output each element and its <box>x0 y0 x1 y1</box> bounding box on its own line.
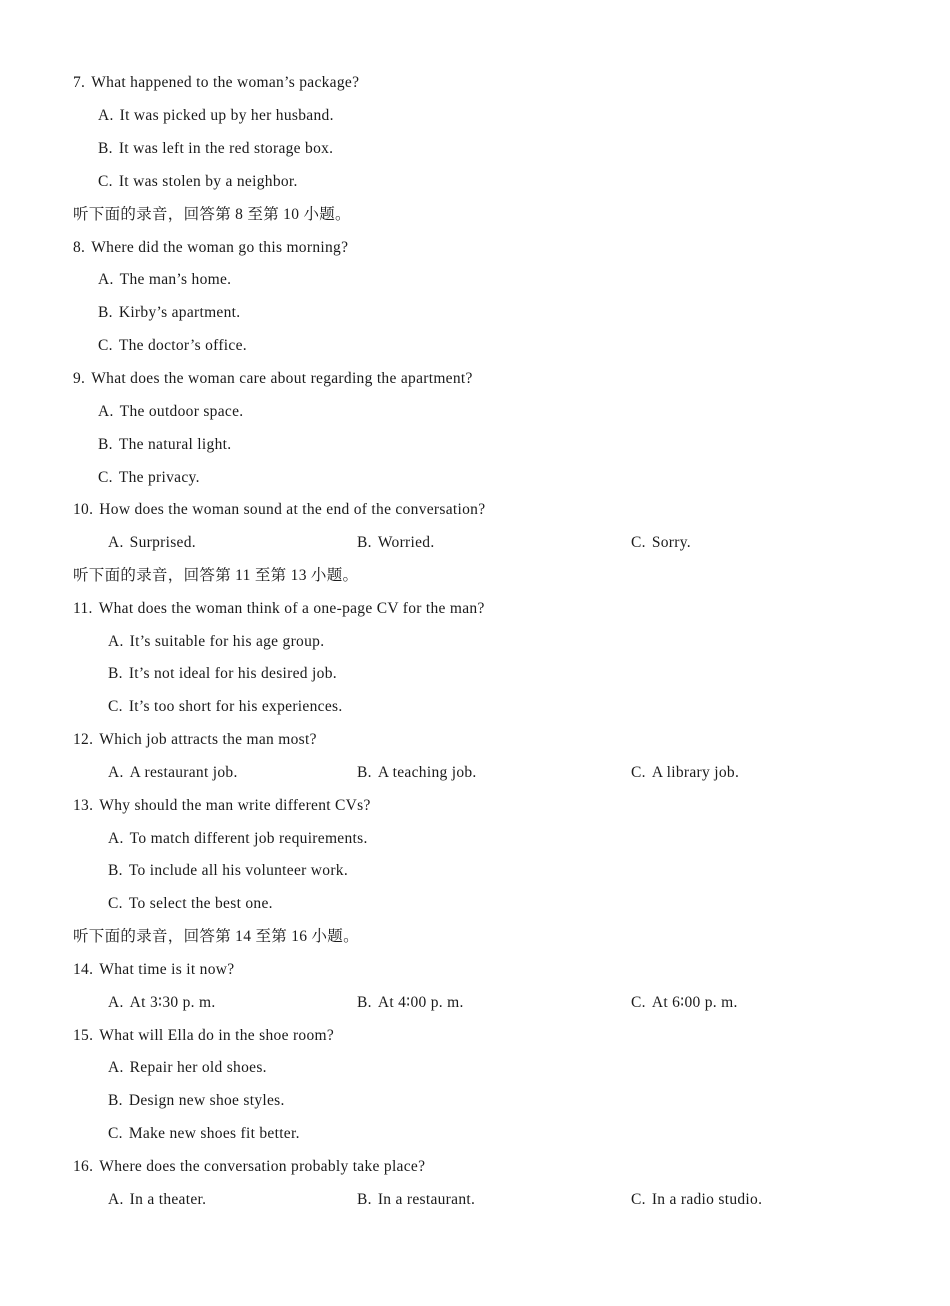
question-number: 12. <box>73 731 94 748</box>
option-15c <box>108 1124 300 1144</box>
option-text: Kirby’s apartment. <box>118 304 241 321</box>
question-text: What happened to the woman’s package? <box>91 74 360 91</box>
option-letter: A. <box>108 1191 124 1208</box>
question-number: 14. <box>73 961 94 978</box>
question-text: How does the woman sound at the end of the conversation? <box>99 501 486 518</box>
option-letter: B. <box>108 1092 123 1109</box>
option-letter: C. <box>631 534 646 551</box>
option-text: Repair her old shoes. <box>129 1059 267 1076</box>
option-7b <box>98 139 333 159</box>
section-header: 听下面的录音，回答第 14 至第 16 小题。 <box>73 928 359 945</box>
option-text: Sorry. <box>651 534 691 551</box>
question-text: Which job attracts the man most? <box>99 731 317 748</box>
question-text: What time is it now? <box>99 961 235 978</box>
question-text: Why should the man write different CVs? <box>99 797 371 814</box>
option-letter: A. <box>108 764 124 781</box>
option-letter: B. <box>357 1191 372 1208</box>
option-16b <box>357 1190 475 1210</box>
option-letter: C. <box>108 698 123 715</box>
option-text: To match different job requirements. <box>129 830 368 847</box>
option-letter: C. <box>98 337 113 354</box>
option-11c <box>108 697 343 717</box>
option-letter: C. <box>108 1125 123 1142</box>
question-10 <box>73 500 485 520</box>
option-letter: B. <box>98 436 113 453</box>
option-8a <box>98 270 231 290</box>
option-text: The outdoor space. <box>119 403 244 420</box>
option-letter: A. <box>98 107 114 124</box>
option-letter: A. <box>98 271 114 288</box>
option-7c <box>98 172 298 192</box>
option-letter: B. <box>357 994 372 1011</box>
option-13a <box>108 829 368 849</box>
option-7a <box>98 106 334 126</box>
question-text: Where did the woman go this morning? <box>91 239 349 256</box>
option-9a <box>98 402 243 422</box>
question-number: 8. <box>73 239 86 256</box>
option-letter: B. <box>108 862 123 879</box>
option-13c <box>108 894 273 914</box>
option-letter: B. <box>357 534 372 551</box>
question-9 <box>73 369 473 389</box>
option-text: A teaching job. <box>377 764 477 781</box>
option-8c <box>98 336 247 356</box>
option-letter: A. <box>108 994 124 1011</box>
option-11b <box>108 664 337 684</box>
option-text: In a restaurant. <box>377 1191 476 1208</box>
option-text: It’s too short for his experiences. <box>128 698 343 715</box>
option-14c <box>631 993 738 1013</box>
section-header: 听下面的录音，回答第 8 至第 10 小题。 <box>73 206 351 223</box>
option-9b <box>98 435 231 455</box>
question-text: What does the woman care about regarding the apartment? <box>91 370 473 387</box>
option-text: The privacy. <box>118 469 200 486</box>
option-text: To select the best one. <box>128 895 273 912</box>
option-12c <box>631 763 739 783</box>
option-text: It was stolen by a neighbor. <box>118 173 298 190</box>
option-text: The doctor’s office. <box>118 337 247 354</box>
option-letter: B. <box>357 764 372 781</box>
option-text: In a radio studio. <box>651 1191 763 1208</box>
option-13b <box>108 861 348 881</box>
option-12a <box>108 763 238 783</box>
option-letter: C. <box>98 469 113 486</box>
option-text: It’s not ideal for his desired job. <box>128 665 337 682</box>
option-14a <box>108 993 216 1013</box>
option-text: A library job. <box>651 764 740 781</box>
question-number: 16. <box>73 1158 94 1175</box>
option-text: The natural light. <box>118 436 232 453</box>
option-letter: B. <box>98 140 113 157</box>
question-number: 15. <box>73 1027 94 1044</box>
option-text: The man’s home. <box>119 271 232 288</box>
question-13 <box>73 796 371 816</box>
question-11 <box>73 599 485 619</box>
option-10a <box>108 533 196 553</box>
option-letter: C. <box>631 764 646 781</box>
option-letter: A. <box>98 403 114 420</box>
question-8 <box>73 238 348 258</box>
section-header: 听下面的录音，回答第 11 至第 13 小题。 <box>73 567 359 584</box>
option-text: Worried. <box>377 534 435 551</box>
option-text: It’s suitable for his age group. <box>129 633 325 650</box>
option-letter: C. <box>631 994 646 1011</box>
option-14b <box>357 993 464 1013</box>
question-number: 7. <box>73 74 86 91</box>
question-text: What does the woman think of a one-page CV for the man? <box>98 600 485 617</box>
option-text: It was picked up by her husband. <box>119 107 334 124</box>
option-letter: B. <box>98 304 113 321</box>
question-number: 9. <box>73 370 86 387</box>
option-8b <box>98 303 240 323</box>
option-text: To include all his volunteer work. <box>128 862 349 879</box>
option-10b <box>357 533 435 553</box>
option-letter: A. <box>108 534 124 551</box>
option-letter: C. <box>98 173 113 190</box>
option-10c <box>631 533 691 553</box>
option-9c <box>98 468 200 488</box>
option-text: Design new shoe styles. <box>128 1092 285 1109</box>
option-text: At 3∶30 p. m. <box>129 994 216 1011</box>
question-number: 13. <box>73 797 94 814</box>
option-15a <box>108 1058 267 1078</box>
option-text: Surprised. <box>129 534 196 551</box>
option-15b <box>108 1091 285 1111</box>
option-text: A restaurant job. <box>129 764 238 781</box>
option-text: Make new shoes fit better. <box>128 1125 300 1142</box>
option-text: It was left in the red storage box. <box>118 140 334 157</box>
question-number: 11. <box>73 600 93 617</box>
option-16c <box>631 1190 762 1210</box>
option-letter: C. <box>108 895 123 912</box>
option-text: At 6∶00 p. m. <box>651 994 738 1011</box>
question-number: 10. <box>73 501 94 518</box>
question-14 <box>73 960 234 980</box>
option-letter: A. <box>108 633 124 650</box>
question-7 <box>73 73 359 93</box>
option-text: In a theater. <box>129 1191 207 1208</box>
option-letter: C. <box>631 1191 646 1208</box>
question-text: What will Ella do in the shoe room? <box>99 1027 335 1044</box>
question-12 <box>73 730 317 750</box>
option-text: At 4∶00 p. m. <box>377 994 464 1011</box>
option-12b <box>357 763 477 783</box>
question-15 <box>73 1026 334 1046</box>
question-text: Where does the conversation probably take place? <box>99 1158 426 1175</box>
option-letter: A. <box>108 830 124 847</box>
option-16a <box>108 1190 206 1210</box>
option-letter: B. <box>108 665 123 682</box>
option-letter: A. <box>108 1059 124 1076</box>
option-11a <box>108 632 324 652</box>
question-16 <box>73 1157 425 1177</box>
